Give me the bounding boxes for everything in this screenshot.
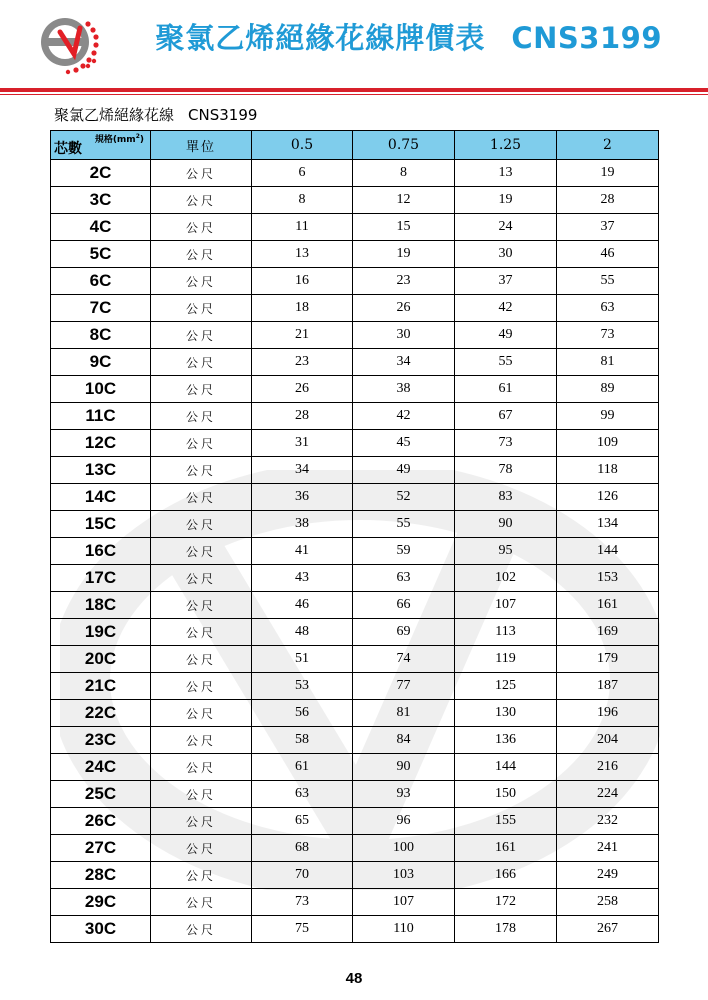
price-cell: 166: [455, 862, 557, 889]
price-cell: 73: [455, 430, 557, 457]
price-cell: 18: [252, 295, 353, 322]
unit-cell: 公尺: [151, 484, 252, 511]
unit-cell: 公尺: [151, 187, 252, 214]
table-caption: [54, 104, 257, 125]
unit-cell: 公尺: [151, 511, 252, 538]
price-cell: 249: [557, 862, 659, 889]
unit-cell: 公尺: [151, 700, 252, 727]
price-cell: 224: [557, 781, 659, 808]
price-cell: 144: [455, 754, 557, 781]
core-count-cell: 14C: [51, 484, 151, 511]
spec-header-label: 規格$(mm^2)$: [94, 133, 144, 145]
table-row: [51, 808, 659, 835]
table-row: [51, 538, 659, 565]
table-row: [51, 187, 659, 214]
price-cell: 42: [455, 295, 557, 322]
page-title-text: 聚氯乙烯絕緣花線牌價表: [155, 21, 486, 55]
price-cell: 73: [557, 322, 659, 349]
price-cell: 63: [252, 781, 353, 808]
price-cell: 63: [557, 295, 659, 322]
price-cell: 6: [252, 160, 353, 187]
price-cell: 34: [353, 349, 455, 376]
core-count-cell: 21C: [51, 673, 151, 700]
table-row: [51, 457, 659, 484]
core-count-cell: 20C: [51, 646, 151, 673]
price-cell: 103: [353, 862, 455, 889]
price-cell: 134: [557, 511, 659, 538]
price-cell: 53: [252, 673, 353, 700]
size-header: 0.75: [353, 131, 455, 160]
price-cell: 81: [353, 700, 455, 727]
page-title-code: CNS3199: [511, 21, 662, 55]
price-cell: 51: [252, 646, 353, 673]
price-cell: 99: [557, 403, 659, 430]
price-cell: 130: [455, 700, 557, 727]
price-cell: 43: [252, 565, 353, 592]
price-cell: 81: [557, 349, 659, 376]
price-cell: 90: [455, 511, 557, 538]
price-cell: 26: [353, 295, 455, 322]
table-row: [51, 889, 659, 916]
price-cell: 46: [557, 241, 659, 268]
price-cell: 38: [252, 511, 353, 538]
page-title: [0, 16, 662, 57]
unit-cell: 公尺: [151, 538, 252, 565]
table-row: [51, 295, 659, 322]
price-cell: 75: [252, 916, 353, 943]
unit-cell: 公尺: [151, 349, 252, 376]
price-cell: 56: [252, 700, 353, 727]
page-number: 48: [345, 970, 363, 987]
price-cell: 258: [557, 889, 659, 916]
price-cell: 41: [252, 538, 353, 565]
table-row: [51, 511, 659, 538]
table-row: [51, 835, 659, 862]
price-cell: 28: [557, 187, 659, 214]
unit-cell: 公尺: [151, 862, 252, 889]
core-count-cell: 23C: [51, 727, 151, 754]
price-cell: 187: [557, 673, 659, 700]
price-cell: 179: [557, 646, 659, 673]
unit-cell: 公尺: [151, 322, 252, 349]
price-cell: 77: [353, 673, 455, 700]
price-cell: 59: [353, 538, 455, 565]
price-cell: 68: [252, 835, 353, 862]
price-cell: 21: [252, 322, 353, 349]
unit-cell: 公尺: [151, 808, 252, 835]
price-cell: 12: [353, 187, 455, 214]
price-cell: 178: [455, 916, 557, 943]
table-row: [51, 916, 659, 943]
price-cell: 38: [353, 376, 455, 403]
price-cell: 110: [353, 916, 455, 943]
price-cell: 67: [455, 403, 557, 430]
core-count-cell: 8C: [51, 322, 151, 349]
core-count-cell: 7C: [51, 295, 151, 322]
price-cell: 52: [353, 484, 455, 511]
price-cell: 8: [252, 187, 353, 214]
price-cell: 84: [353, 727, 455, 754]
price-cell: 153: [557, 565, 659, 592]
price-cell: 34: [252, 457, 353, 484]
core-count-cell: 22C: [51, 700, 151, 727]
price-cell: 30: [353, 322, 455, 349]
price-cell: 61: [455, 376, 557, 403]
price-cell: 95: [455, 538, 557, 565]
core-count-cell: 26C: [51, 808, 151, 835]
price-cell: 48: [252, 619, 353, 646]
price-cell: 24: [455, 214, 557, 241]
unit-cell: 公尺: [151, 295, 252, 322]
table-row: [51, 646, 659, 673]
price-cell: 36: [252, 484, 353, 511]
price-cell: 49: [455, 322, 557, 349]
price-cell: 90: [353, 754, 455, 781]
price-cell: 155: [455, 808, 557, 835]
core-count-cell: 4C: [51, 214, 151, 241]
corner-header-cell: [51, 131, 151, 160]
core-count-cell: 5C: [51, 241, 151, 268]
table-row: [51, 673, 659, 700]
price-cell: 93: [353, 781, 455, 808]
core-count-cell: 27C: [51, 835, 151, 862]
table-row: [51, 160, 659, 187]
table-row: [51, 403, 659, 430]
price-cell: 96: [353, 808, 455, 835]
unit-cell: 公尺: [151, 619, 252, 646]
core-count-cell: 11C: [51, 403, 151, 430]
price-cell: 28: [252, 403, 353, 430]
unit-cell: 公尺: [151, 727, 252, 754]
core-count-cell: 3C: [51, 187, 151, 214]
table-row: [51, 349, 659, 376]
table-row: [51, 754, 659, 781]
unit-cell: 公尺: [151, 835, 252, 862]
price-cell: 16: [252, 268, 353, 295]
price-cell: 19: [557, 160, 659, 187]
table-row: [51, 619, 659, 646]
core-count-cell: 2C: [51, 160, 151, 187]
price-cell: 125: [455, 673, 557, 700]
price-cell: 23: [252, 349, 353, 376]
price-cell: 15: [353, 214, 455, 241]
price-cell: 37: [557, 214, 659, 241]
size-header: 1.25: [455, 131, 557, 160]
price-cell: 19: [455, 187, 557, 214]
price-table: [50, 130, 659, 943]
price-cell: 13: [252, 241, 353, 268]
price-cell: 8: [353, 160, 455, 187]
table-row: [51, 484, 659, 511]
size-header: 0.5: [252, 131, 353, 160]
price-cell: 78: [455, 457, 557, 484]
core-count-cell: 12C: [51, 430, 151, 457]
core-count-cell: 17C: [51, 565, 151, 592]
unit-cell: 公尺: [151, 565, 252, 592]
price-cell: 46: [252, 592, 353, 619]
price-cell: 45: [353, 430, 455, 457]
core-count-cell: 24C: [51, 754, 151, 781]
price-cell: 55: [455, 349, 557, 376]
price-cell: 19: [353, 241, 455, 268]
price-cell: 11: [252, 214, 353, 241]
table-row: [51, 268, 659, 295]
price-cell: 74: [353, 646, 455, 673]
price-cell: 161: [557, 592, 659, 619]
price-cell: 126: [557, 484, 659, 511]
table-row: [51, 241, 659, 268]
unit-cell: 公尺: [151, 241, 252, 268]
price-cell: 119: [455, 646, 557, 673]
core-count-cell: 30C: [51, 916, 151, 943]
price-cell: 58: [252, 727, 353, 754]
core-count-cell: 29C: [51, 889, 151, 916]
price-cell: 66: [353, 592, 455, 619]
table-caption-code: CNS3199: [188, 106, 258, 124]
table-row: [51, 727, 659, 754]
unit-cell: 公尺: [151, 457, 252, 484]
table-row: [51, 592, 659, 619]
price-cell: 241: [557, 835, 659, 862]
price-cell: 65: [252, 808, 353, 835]
price-cell: 30: [455, 241, 557, 268]
price-cell: 216: [557, 754, 659, 781]
price-cell: 73: [252, 889, 353, 916]
price-cell: 109: [557, 430, 659, 457]
price-cell: 26: [252, 376, 353, 403]
price-cell: 196: [557, 700, 659, 727]
core-count-cell: 25C: [51, 781, 151, 808]
table-row: [51, 565, 659, 592]
price-cell: 204: [557, 727, 659, 754]
core-count-cell: 10C: [51, 376, 151, 403]
price-cell: 37: [455, 268, 557, 295]
price-cell: 118: [557, 457, 659, 484]
price-cell: 267: [557, 916, 659, 943]
core-count-cell: 28C: [51, 862, 151, 889]
core-count-cell: 16C: [51, 538, 151, 565]
price-cell: 150: [455, 781, 557, 808]
price-cell: 107: [353, 889, 455, 916]
price-cell: 113: [455, 619, 557, 646]
price-cell: 49: [353, 457, 455, 484]
unit-cell: 公尺: [151, 889, 252, 916]
table-row: [51, 781, 659, 808]
header-rule-thick: [0, 88, 708, 92]
core-count-cell: 15C: [51, 511, 151, 538]
unit-cell: 公尺: [151, 646, 252, 673]
unit-cell: 公尺: [151, 160, 252, 187]
core-count-cell: 19C: [51, 619, 151, 646]
unit-cell: 公尺: [151, 403, 252, 430]
table-row: [51, 700, 659, 727]
table-row: [51, 376, 659, 403]
price-cell: 161: [455, 835, 557, 862]
price-cell: 100: [353, 835, 455, 862]
price-cell: 136: [455, 727, 557, 754]
price-cell: 42: [353, 403, 455, 430]
price-cell: 55: [353, 511, 455, 538]
unit-cell: 公尺: [151, 592, 252, 619]
price-cell: 144: [557, 538, 659, 565]
core-count-cell: 13C: [51, 457, 151, 484]
table-caption-title: 聚氯乙烯絕緣花線: [54, 106, 175, 124]
price-cell: 102: [455, 565, 557, 592]
size-header: 2: [557, 131, 659, 160]
table-row: [51, 322, 659, 349]
core-count-cell: 6C: [51, 268, 151, 295]
price-cell: 63: [353, 565, 455, 592]
table-row: [51, 862, 659, 889]
unit-cell: 公尺: [151, 214, 252, 241]
unit-cell: 公尺: [151, 916, 252, 943]
price-cell: 69: [353, 619, 455, 646]
unit-cell: 公尺: [151, 781, 252, 808]
price-cell: 31: [252, 430, 353, 457]
core-count-cell: 9C: [51, 349, 151, 376]
price-cell: 172: [455, 889, 557, 916]
table-row: [51, 214, 659, 241]
unit-cell: 公尺: [151, 754, 252, 781]
price-cell: 13: [455, 160, 557, 187]
core-count-header-label: 芯數: [54, 141, 82, 157]
price-cell: 83: [455, 484, 557, 511]
price-cell: 107: [455, 592, 557, 619]
table-row: [51, 430, 659, 457]
table-header-row: [51, 131, 659, 160]
header-rule-thin: [0, 94, 708, 95]
core-count-cell: 18C: [51, 592, 151, 619]
price-cell: 23: [353, 268, 455, 295]
unit-header: 單位: [151, 131, 252, 160]
price-cell: 70: [252, 862, 353, 889]
price-cell: 169: [557, 619, 659, 646]
unit-cell: 公尺: [151, 673, 252, 700]
price-cell: 89: [557, 376, 659, 403]
price-cell: 232: [557, 808, 659, 835]
price-cell: 61: [252, 754, 353, 781]
price-cell: 55: [557, 268, 659, 295]
unit-cell: 公尺: [151, 268, 252, 295]
unit-cell: 公尺: [151, 376, 252, 403]
unit-cell: 公尺: [151, 430, 252, 457]
